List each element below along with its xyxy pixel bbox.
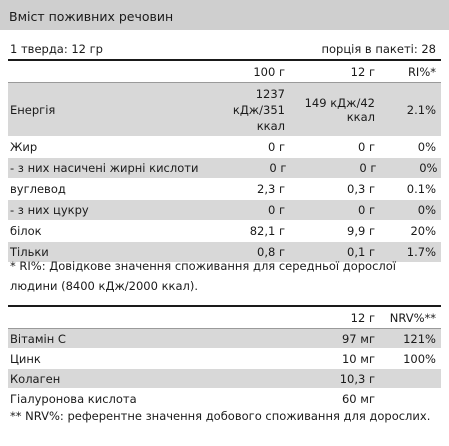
nrv-footnote: ** NRV%: референтне значення добового споживання для дорослих. <box>10 409 431 423</box>
header-12g: 12 г <box>350 311 375 325</box>
page-title: Вміст поживних речовин <box>9 9 174 24</box>
ri-footnote: * RI%: Довідкове значення споживання для середньої дорослої людини (8400 кДж/2000 ккал). <box>10 259 396 293</box>
table-row-energy <box>8 83 441 136</box>
divider <box>8 59 441 61</box>
table-row: Вітамін С 97 мг 121% <box>8 329 441 348</box>
serving-size: 1 тверда: 12 гр <box>10 42 103 56</box>
table-row: Тільки 0,8 г 0,1 г 1.7% <box>8 242 441 262</box>
energy-ri: 2.1% <box>406 102 436 117</box>
table-row: білок 82,1 г 9,9 г 20% <box>10 224 436 238</box>
header-nrv: NRV%** <box>389 311 436 325</box>
table-row: - з них насичені жирні кислоти 0 г 0 г 0% <box>8 158 441 178</box>
table-row: Жир 0 г 0 г 0% <box>10 140 436 154</box>
serving-row <box>8 40 441 58</box>
energy-12g: 149 кДж/42 ккал <box>304 95 375 124</box>
table-row: Колаген 10,3 г <box>8 369 441 388</box>
header-ri: RI%* <box>407 64 436 79</box>
table-row: вуглевод 2,3 г 0,3 г 0.1% <box>10 182 436 196</box>
servings-per-pack: порція в пакеті: 28 <box>321 42 436 56</box>
header-100g: 100 г <box>253 64 285 79</box>
row-label: Енергія <box>10 102 56 117</box>
table-row: - з них цукру 0 г 0 г 0% <box>8 200 441 220</box>
table2-header <box>8 308 441 328</box>
table-row: Гіалуронова кислота 60 мг <box>10 391 375 406</box>
header-12g: 12 г <box>350 64 375 79</box>
energy-100g: 1237 кДж/351 ккал <box>232 86 285 133</box>
table1-header <box>8 62 441 81</box>
table-row: Цинк 10 мг 100% <box>10 351 436 366</box>
title-bar <box>0 0 449 30</box>
divider <box>8 305 441 307</box>
